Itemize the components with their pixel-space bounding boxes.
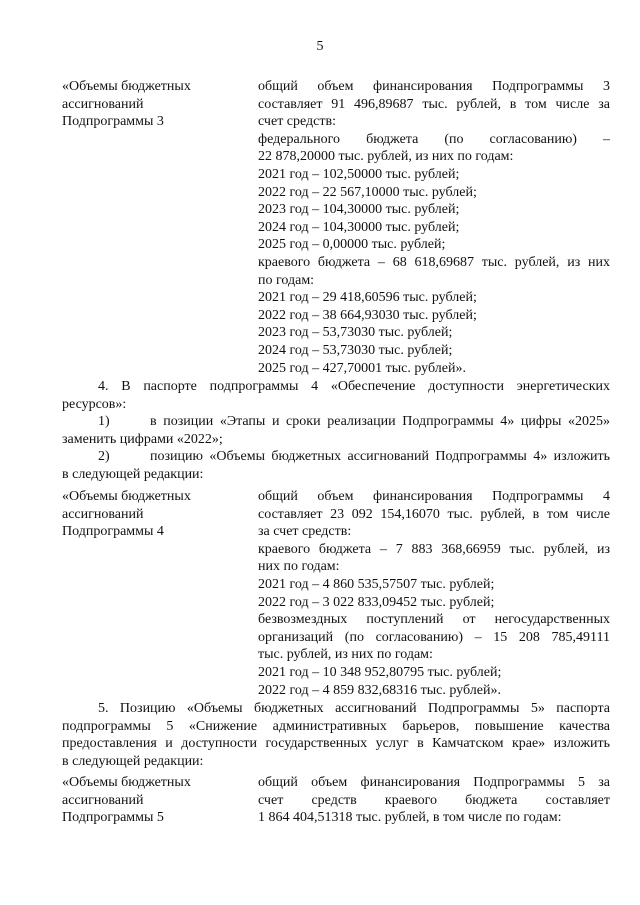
paragraph-line: подпрограммы 5 «Снижение административных барьеров, повышение качества [62,718,610,734]
year-line: 2024 год – 53,73030 тыс. рублей; [258,342,453,358]
item-4-heading: 4. В паспорте подпрограммы 4 «Обеспечение доступности энергетических [98,379,610,394]
label-line: ассигнований [62,506,144,522]
subprogram-4-label [62,488,258,699]
value-line: счет средств краевого бюджета составляет [258,792,610,808]
subitem-text: позицию «Объемы бюджетных ассигнований Подпрограммы 4» изложить [150,449,610,465]
label-line: Подпрограммы 3 [62,114,164,130]
paragraph-line: 5. Позицию «Объемы бюджетных ассигнований Подпрограммы 5» паспорта [98,701,610,716]
value-line: них по годам: [258,559,340,575]
regional-budget-line: краевого бюджета – 7 883 368,66959 тыс. рублей, из [258,541,610,557]
value-line: общий объем финансирования Подпрограммы 4 [258,489,610,504]
subprogram-5-value [258,774,610,827]
gratis-line: безвозмездных поступлений от негосударственных [258,612,610,628]
subprogram-3-funding-table [62,78,610,377]
item-4-heading-cont: ресурсов»: [62,396,127,412]
federal-budget-line: федерального бюджета (по согласованию) – [258,131,610,147]
value-line: общий объем финансирования Подпрограммы 3 [258,79,610,94]
value-line: 22 878,20000 тыс. рублей, из них по годам: [258,149,514,165]
subprogram-3-value [258,78,610,377]
label-line: ассигнований [62,96,144,112]
subitem-number: 2) [98,449,110,465]
value-line: общий объем финансирования Подпрограммы 5 за [258,775,610,790]
year-line: 2023 год – 53,73030 тыс. рублей; [258,325,453,341]
subitem-number: 1) [98,414,110,430]
item-4-subitem-1-cont: заменить цифрами «2022»; [62,431,223,447]
subprogram-5-funding-table [62,774,610,827]
value-line: тыс. рублей, из них по годам: [258,647,433,663]
subprogram-4-value [258,488,610,699]
item-4-subitem-2-cont: в следующей редакции: [62,466,204,482]
page-number: 5 [316,39,324,54]
item-4-paragraph [62,378,610,484]
year-line: 2022 год – 22 567,10000 тыс. рублей; [258,184,477,200]
subprogram-5-label [62,774,258,827]
gratis-line: организаций (по согласованию) – 15 208 785,49111 [258,629,610,645]
value-line: счет средств: [258,114,337,130]
year-line: 2025 год – 427,70001 тыс. рублей». [258,360,466,376]
value-line: 1 864 404,51318 тыс. рублей, в том числе по годам: [258,810,562,826]
subprogram-3-label [62,78,258,377]
subprogram-4-funding-table [62,488,610,699]
label-line: «Объемы бюджетных [62,775,191,790]
year-line: 2024 год – 104,30000 тыс. рублей; [258,219,460,235]
item-4-subitem-2 [62,448,610,466]
label-line: Подпрограммы 4 [62,524,164,540]
year-line: 2021 год – 102,50000 тыс. рублей; [258,166,460,182]
value-line: по годам: [258,272,315,288]
paragraph-line: в следующей редакции: [62,753,204,769]
year-line: 2022 год – 38 664,93030 тыс. рублей; [258,307,477,323]
year-line: 2022 год – 3 022 833,09452 тыс. рублей; [258,594,495,610]
year-line: 2021 год – 29 418,60596 тыс. рублей; [258,290,477,306]
label-line: Подпрограммы 5 [62,810,164,826]
year-line: 2021 год – 10 348 952,80795 тыс. рублей; [258,664,502,680]
year-line: 2021 год – 4 860 535,57507 тыс. рублей; [258,576,495,592]
subitem-text: в позиции «Этапы и сроки реализации Подпрограммы 4» цифры «2025» [150,414,610,430]
value-line: составляет 23 092 154,16070 тыс. рублей, в том числе [258,506,610,522]
year-line: 2022 год – 4 859 832,68316 тыс. рублей». [258,682,501,698]
regional-budget-line: краевого бюджета – 68 618,69687 тыс. рублей, из них [258,254,610,270]
label-line: «Объемы бюджетных [62,489,191,504]
label-line: ассигнований [62,792,144,808]
value-line: составляет 91 496,89687 тыс. рублей, в том числе за [258,96,610,112]
item-4-subitem-1 [62,413,610,431]
label-line: «Объемы бюджетных [62,79,191,94]
item-5-paragraph [62,700,610,770]
year-line: 2023 год – 104,30000 тыс. рублей; [258,202,460,218]
paragraph-line: предоставления и доступности государственных услуг в Камчатском крае» изложить [62,736,610,752]
value-line: за счет средств: [258,524,352,540]
year-line: 2025 год – 0,00000 тыс. рублей; [258,237,446,253]
